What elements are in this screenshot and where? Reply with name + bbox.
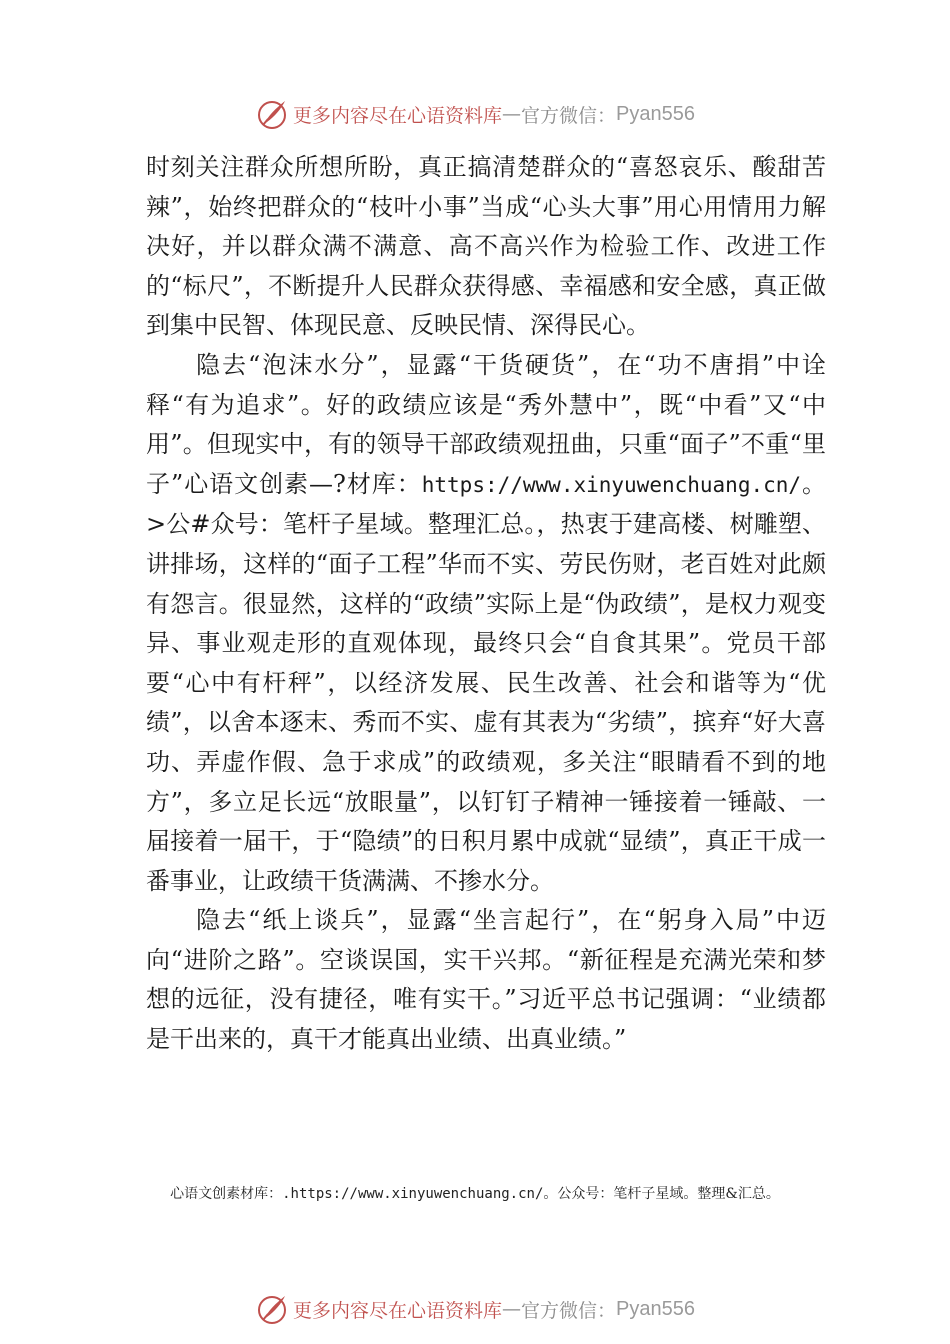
paragraph-3: 隐去“纸上谈兵”，显露“坐言起行”，在“躬身入局”中迈向“进阶之路”。空谈误国，实干兴邦。“新征程是充满光荣和梦想的远征，没有捷径，唯有实干。”习近平总书记强调：“业绩都是干出来的，真干才能真出业绩、出真业绩。” xyxy=(146,906,826,1054)
header-banner xyxy=(0,94,950,134)
footer-note-url: .https://www.xinyuwenchuang.cn/ xyxy=(282,1186,544,1202)
footer-banner-wechat-id: Pyan556 xyxy=(616,1297,695,1320)
paragraph-2-part-a: 隐去“泡沫水分”，显露“干货硬货”，在“功不唐捐”中诠释“有为追求”。好的政绩应该是“秀外慧中”，既“中看”又“中用”。但现实中，有的领导干部政绩观扭曲，只重“面子”不重“里子”心语文创素—?材库： xyxy=(146,350,826,498)
paragraph-1: 时刻关注群众所想所盼，真正搞清楚群众的“喜怒哀乐、酸甜苦辣”，始终把群众的“枝叶小事”当成“心头大事”用心用情用力解决好，并以群众满不满意、高不高兴作为检验工作、改进工作的“标尺”，不断提升人民群众获得感、幸福感和安全感，真正做到集中民智、体现民意、反映民情、深得民心。 xyxy=(146,153,826,340)
paragraph-2-url: https://www.xinyuwenchuang.cn/ xyxy=(421,472,802,497)
footer-note-suffix: 。公众号：笔杆子星域。整理&汇总。 xyxy=(543,1186,780,1202)
paragraph-2 xyxy=(146,346,826,901)
footer-banner-wechat-label: 官方微信： xyxy=(521,1299,617,1322)
footer-banner-dash: — xyxy=(502,1298,522,1320)
banner-site-text: 更多内容尽在心语资料库 xyxy=(293,104,503,127)
footer-note-prefix: 心语文创素材库： xyxy=(170,1186,283,1202)
quill-pen-logo-icon xyxy=(255,97,289,131)
footer-banner-site-text: 更多内容尽在心语资料库 xyxy=(293,1299,503,1322)
footer-note xyxy=(0,1183,950,1203)
banner-wechat-label: 官方微信： xyxy=(521,104,617,127)
banner-wechat-id: Pyan556 xyxy=(616,102,695,125)
paragraph-2-part-b: 。>公#众号：笔杆子星域。整理汇总。，热衷于建高楼、树雕塑、讲排场，这样的“面子工程”华而不实、劳民伤财，老百姓对此颇有怨言。很显然，这样的“政绩”实际上是“伪政绩”，是权力观变异、事业观走形的直观体现，最终只会“自食其果”。党员干部要“心中有杆秤”，以经济发展、民生改善、社会和谐等为“优绩”，以舍本逐末、秀而不实、虚有其表为“劣绩”，摈弃“好大喜功、弄虚作假、急于求成”的政绩观，多关注“眼睛看不到的地方”，多立足长远“放眼量”，以钉钉子精神一锤接着一锤敲、一届接着一届干，于“隐绩”的日积月累中成就“显绩”，真正干成一番事业，让政绩干货满满、不掺水分。 xyxy=(146,469,827,895)
footer-banner xyxy=(0,1289,950,1329)
banner-dash: — xyxy=(502,103,522,125)
quill-pen-logo-icon xyxy=(255,1292,289,1326)
document-body xyxy=(146,148,826,1060)
